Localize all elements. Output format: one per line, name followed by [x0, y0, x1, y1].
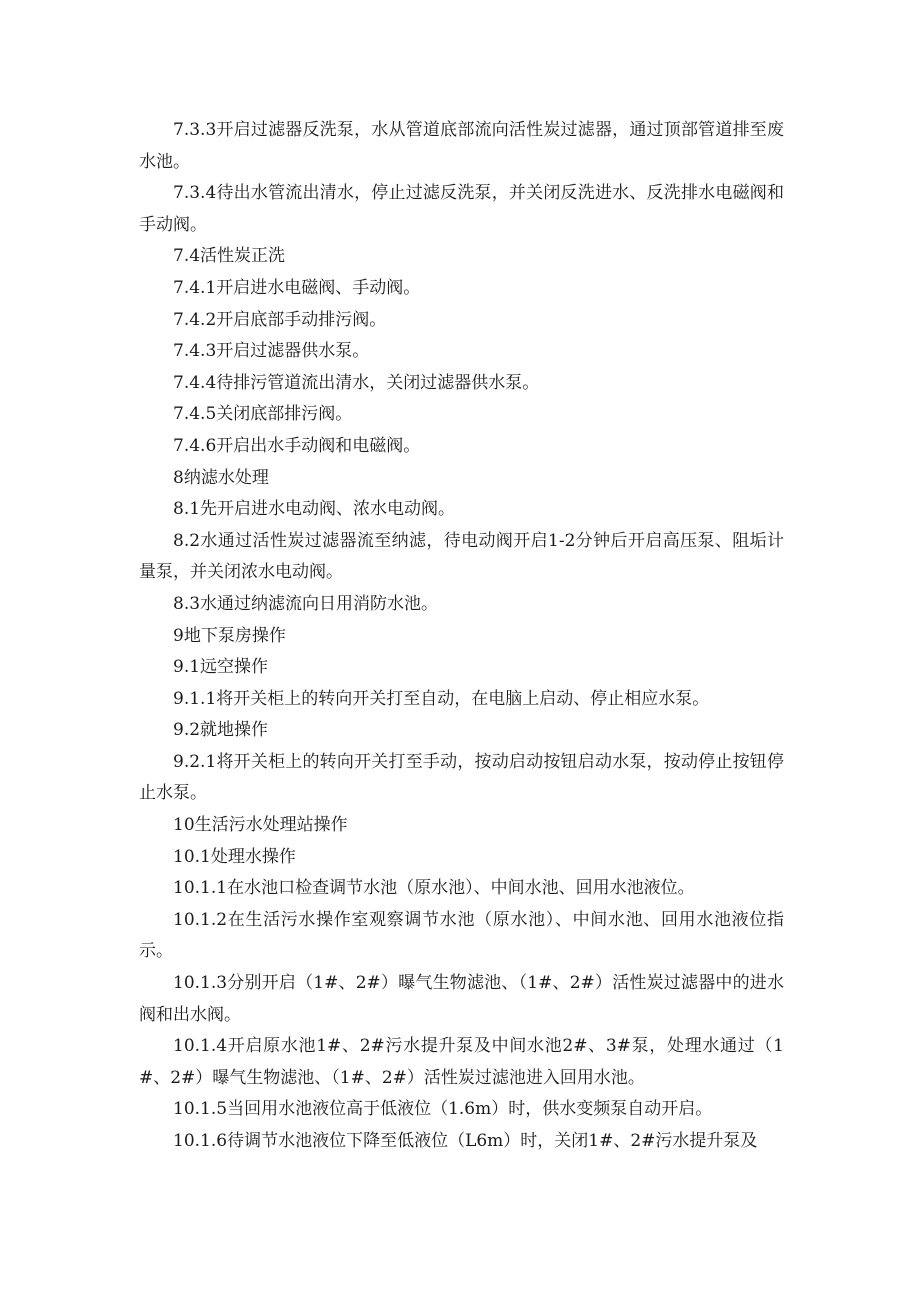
paragraph: 7.4.2开启底部手动排污阀。: [173, 309, 387, 330]
paragraph: 10.1.5当回用水池液位高于低液位（1.6m）时，供水变频泵自动开启。: [173, 1099, 713, 1120]
paragraph: 8.2水通过活性炭过滤器流至纳滤，待电动阀开启1-2分钟后开启高压泵、阻垢计量泵，并关闭浓水电动阀。: [139, 530, 784, 583]
section-heading: 10.1处理水操作: [173, 846, 296, 867]
paragraph: 7.4.3开启过滤器供水泵。: [173, 341, 370, 362]
paragraph: 10.1.6待调节水池液位下降至低液位（L6m）时，关闭1#、2#污水提升泵及: [173, 1131, 758, 1151]
paragraph: 7.4.6开启出水手动阀和电磁阀。: [173, 435, 421, 456]
paragraph: 7.4.5关闭底部排污阀。: [173, 404, 353, 425]
paragraph: 9.1.1将开关柜上的转向开关打至自动，在电脑上启动、停止相应水泵。: [173, 688, 710, 709]
section-heading: 7.4活性炭正洗: [173, 246, 286, 267]
paragraph: 7.4.1开启进水电磁阀、手动阀。: [173, 277, 421, 298]
section-heading: 9.2就地操作: [173, 720, 269, 741]
paragraph: 10.1.1在水池口检查调节水池（原水池）、中间水池、回用水池液位。: [173, 878, 695, 899]
paragraph: 8.3水通过纳滤流向日用消防水池。: [173, 593, 439, 614]
section-heading: 9地下泵房操作: [173, 625, 286, 646]
paragraph: 10.1.2在生活污水操作室观察调节水池（原水池）、中间水池、回用水池液位指示。: [139, 909, 784, 962]
paragraph: 7.3.4待出水管流出清水，停止过滤反洗泵，并关闭反洗进水、反洗排水电磁阀和手动阀。: [139, 183, 784, 235]
paragraph: 7.4.4待排污管道流出清水，关闭过滤器供水泵。: [173, 372, 540, 393]
paragraph: 9.2.1将开关柜上的转向开关打至手动，按动启动按钮启动水泵，按动停止按钮停止水泵。: [139, 751, 784, 804]
paragraph: 10.1.4开启原水池1#、2#污水提升泵及中间水池2#、3#泵，处理水通过（1#、2#）曝气生物滤池、（1#、2#）活性炭过滤池进入回用水池。: [139, 1036, 784, 1088]
paragraph: 10.1.3分别开启（1#、2#）曝气生物滤池、（1#、2#）活性炭过滤器中的进水阀和出水阀。: [139, 973, 784, 1025]
section-heading: 8纳滤水处理: [173, 467, 269, 488]
document-page: [139, 115, 784, 1158]
section-heading: 10生活污水处理站操作: [173, 815, 348, 836]
section-heading: 9.1远空操作: [173, 657, 269, 678]
paragraph: 8.1先开启进水电动阀、浓水电动阀。: [173, 499, 456, 520]
paragraph: 7.3.3开启过滤器反洗泵，水从管道底部流向活性炭过滤器，通过顶部管道排至废水池。: [139, 120, 784, 172]
